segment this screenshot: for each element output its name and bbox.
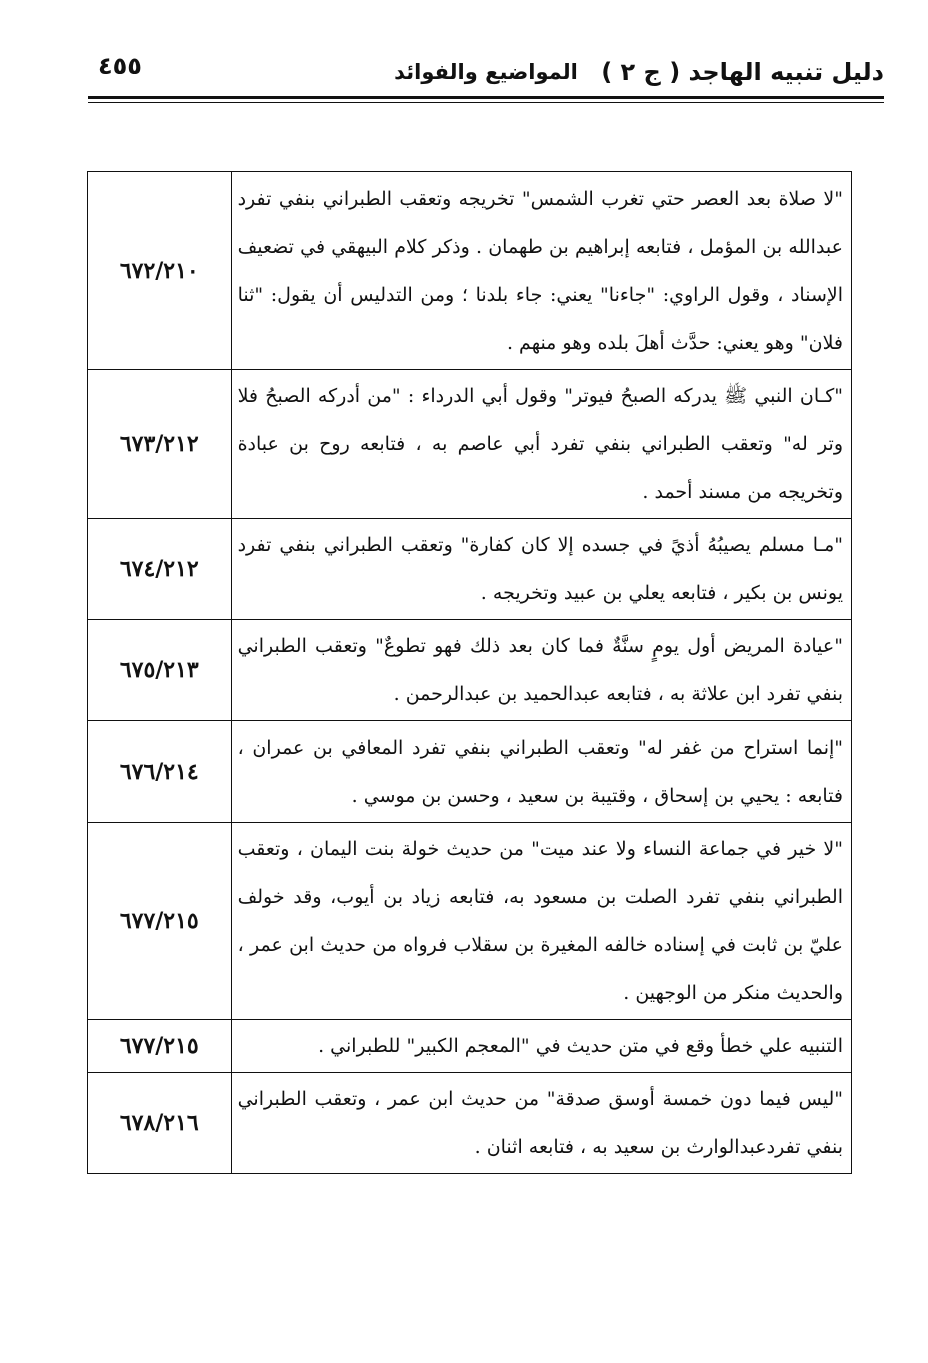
table-row [88,519,852,620]
entry-reference: ٦٧٢/٢١٠ [88,172,232,370]
table-row [88,370,852,519]
page-header [88,52,884,98]
entry-reference: ٦٧٧/٢١٥ [88,1020,232,1073]
entry-reference: ٦٧٤/٢١٢ [88,519,232,620]
table-row [88,620,852,721]
table-row [88,1073,852,1174]
index-table [87,171,852,1174]
entry-reference: ٦٧٥/٢١٣ [88,620,232,721]
table-row [88,721,852,823]
table-row [88,1020,852,1073]
table-row [88,823,852,1020]
entry-text: "ليس فيما دون خمسة أوسق صدقة" من حديث ابن عمر ، وتعقب الطبراني بنفي تفردعبدالوارث بن سعيد به ، فتابعه اثنان . [231,1073,851,1174]
entry-reference: ٦٧٦/٢١٤ [88,721,232,823]
entry-text: التنبيه علي خطأ وقع في متن حديث في "المعجم الكبير" للطبراني . [231,1020,851,1073]
entry-text: "كـان النبي ﷺ يدركه الصبحُ فيوتر" وقول أبي الدرداء : "من أدركه الصبحُ فلا وتر له" وتعقب الطبراني بنفي تفرد أبي عاصم به ، فتابعه روح بن عبادة وتخريجه من مسند أحمد . [231,370,851,519]
entry-text: "مـا مسلم يصيبُهُ أذيً في جسده إلا كان كفارة" وتعقب الطبراني بنفي تفرد يونس بن بكير ، فتابعه يعلي بن عبيد وتخريجه . [231,519,851,620]
entry-reference: ٦٧٧/٢١٥ [88,823,232,1020]
entry-text: "لا خير في جماعة النساء ولا عند ميت" من حديث خولة بنت اليمان ، وتعقب الطبراني بنفي تفرد الصلت بن مسعود به، فتابعه زياد بن أيوب، وقد خولف عليّ بن ثابت في إسناده خالفه المغيرة بن سقلاب فرواه من حديث ابن عمر ، والحديث منكر من الوجهين . [231,823,851,1020]
header-rule-thick [88,96,884,99]
entry-text: "عيادة المريض أول يومٍ سنَّةٌ فما كان بعد ذلك فهو تطوعٌ" وتعقب الطبراني بنفي تفرد ابن علاثة به ، فتابعه عبدالحميد بن عبدالرحمن . [231,620,851,721]
header-rule-thin [88,102,884,103]
page-number: ٤٥٥ [98,52,142,80]
section-title: المواضيع والفوائد [394,60,578,84]
entry-text: "لا صلاة بعد العصر حتي تغرب الشمس" تخريجه وتعقب الطبراني بنفي تفرد عبدالله بن المؤمل ، فتابعه إبراهيم بن طهمان . وذكر كلام البيهقي في تضعيف الإسناد ، وقول الراوي: "جاءنا" يعني: جاء بلدنا ؛ ومن التدليس أن يقول: "ثنا فلان" وهو يعني: حدَّث أهلَ بلده وهو منهم . [231,172,851,370]
book-title: دليل تنبيه الهاجد ( ج ٢ ) [601,58,884,86]
table-row [88,172,852,370]
entry-reference: ٦٧٣/٢١٢ [88,370,232,519]
entry-text: "إنما استراح من غفر له" وتعقب الطبراني بنفي تفرد المعافي بن عمران ، فتابعه : يحيي بن إسحاق ، وقتيبة بن سعيد ، وحسن بن موسي . [231,721,851,823]
entry-reference: ٦٧٨/٢١٦ [88,1073,232,1174]
